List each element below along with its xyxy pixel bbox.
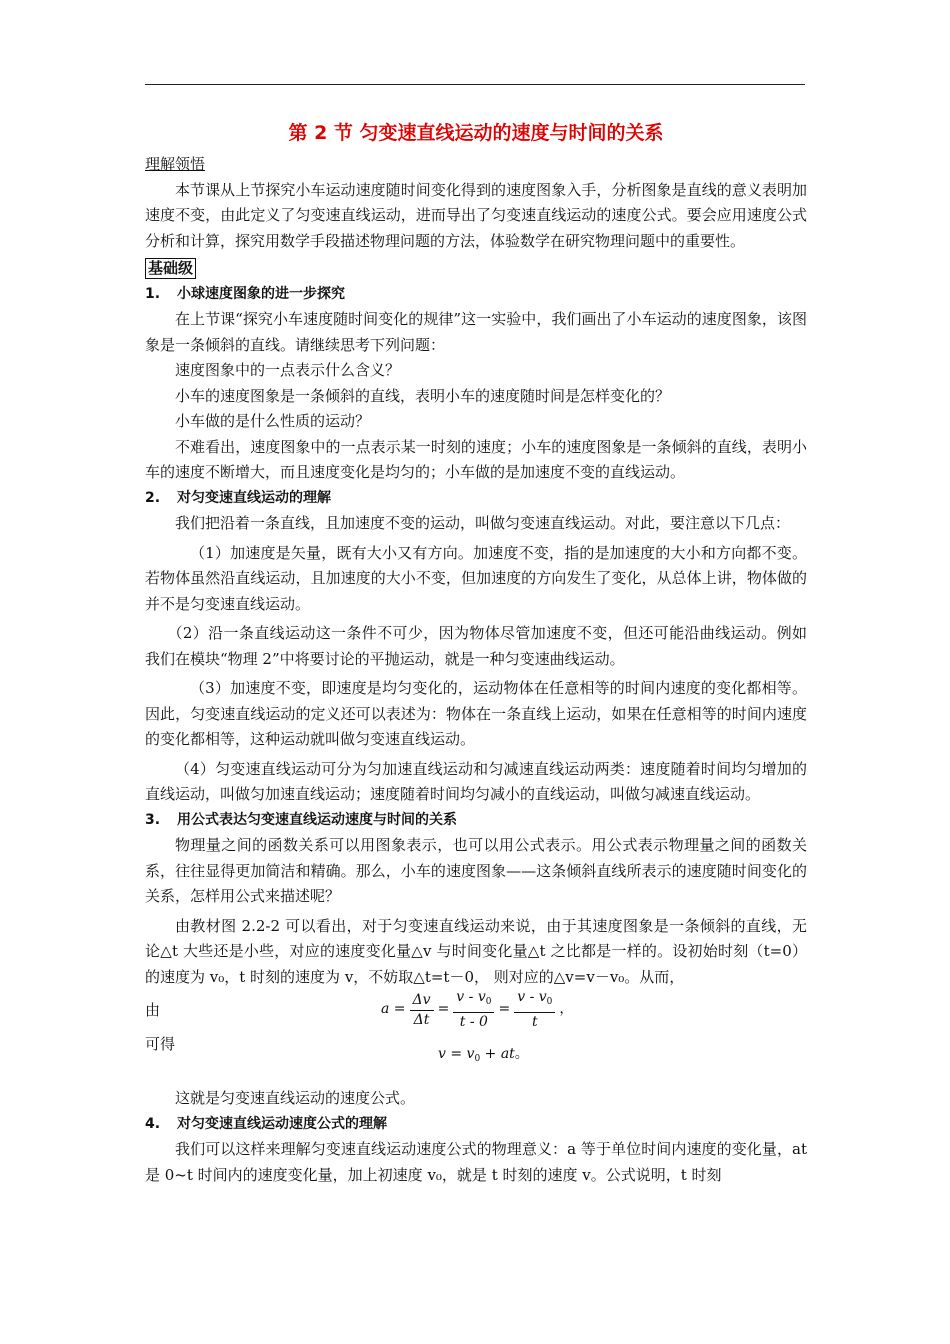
section-title: 对匀变速直线运动速度公式的理解 (177, 1115, 387, 1132)
velocity-equation: $v = v_0$ + at。 (438, 1046, 529, 1064)
section-2-heading (145, 486, 807, 512)
formula-label: 可得 (145, 1035, 176, 1053)
section-3-heading (145, 808, 807, 834)
question: 速度图象中的一点表示什么含义？ (175, 361, 401, 379)
header-rule (145, 84, 805, 85)
section-title: 小球速度图象的进一步探究 (177, 285, 345, 302)
question: 小车的速度图象是一条倾斜的直线，表明小车的速度随时间是怎样变化的？ (175, 386, 671, 405)
section-number: 3. (145, 811, 161, 828)
list-item: （4）匀变速直线运动可分为匀加速直线运动和匀减速直线运动两类：速度随着时间均匀增加的直线运动，叫做匀加速直线运动；速度随着时间均匀减小的直线运动，叫做匀减速直线运动。 (145, 759, 807, 803)
paragraph: 由教材图 2.2-2 可以看出，对于匀变速直线运动来说，由于其速度图象是一条倾斜的直线，无论△t 大些还是小些，对应的速度变化量△v 与时间变化量△t 之比都是一样的。设初始时刻（t=0）的速度为 v₀，t 时刻的速度为 v，不妨取△t=t－0， 则对应的△v=v－v₀。从而， (145, 916, 807, 986)
denominator: t (531, 1014, 538, 1030)
section-title: 用公式表达匀变速直线运动速度与时间的关系 (177, 811, 457, 828)
fraction (453, 988, 494, 1032)
list-item: （1）加速度是矢量，既有大小又有方向。加速度不变，指的是加速度的大小和方向都不变。若物体虽然沿直线运动，且加速度的大小不变，但加速度的方向发生了变化，从总体上讲，物体做的并不是匀变速直线运动。 (145, 543, 807, 613)
paragraph: 在上节课“探究小车速度随时间变化的规律”这一实验中，我们画出了小车运动的速度图象，该图象是一条倾斜的直线。请继续思考下列问题： (145, 310, 807, 354)
document-page (145, 118, 807, 1188)
denominator: Δt (413, 1011, 430, 1028)
section-4-heading (145, 1112, 807, 1138)
page-title: 第 2 节 匀变速直线运动的速度与时间的关系 (288, 122, 664, 144)
formula-label: 由 (145, 1001, 161, 1019)
paragraph: 不难看出，速度图象中的一点表示某一时刻的速度；小车的速度图象是一条倾斜的直线，表明小车的速度不断增大，而且速度变化是均匀的；小车做的是加速度不变的直线运动。 (145, 437, 807, 481)
intro-paragraph: 本节课从上节探究小车运动速度随时间变化得到的速度图象入手，分析图象是直线的意义表明加速度不变，由此定义了匀变速直线运动，进而导出了匀变速直线运动的速度公式。要会应用速度公式分析和计算，探究用数学手段描述物理问题的方法，体验数学在研究物理问题中的重要性。 (145, 180, 807, 250)
question: 小车做的是什么性质的运动？ (175, 412, 371, 430)
level-label: 基础级 (145, 258, 196, 279)
numerator: Δv (410, 991, 434, 1011)
formula-velocity (145, 1036, 807, 1086)
section-number: 1. (145, 285, 161, 302)
fraction (410, 991, 434, 1030)
section-number: 4. (145, 1115, 161, 1132)
formula-acceleration (145, 990, 807, 1036)
paragraph: 这就是匀变速直线运动的速度公式。 (175, 1089, 416, 1107)
acceleration-equation: a = $\frac{\Delta v}{\Delta t}$ = $\frac{v - v_0}{t - 0}$ = $\frac{v - v_0}{t}$ ， (381, 989, 574, 1030)
numerator: v - $v_0$ (453, 988, 494, 1013)
paragraph: 物理量之间的函数关系可以用图象表示，也可以用公式表示。用公式表示物理量之间的函数关系，往往显得更加简洁和精确。那么，小车的速度图象——这条倾斜直线所表示的速度随时间变化的关系，怎样用公式来描述呢？ (145, 836, 807, 905)
list-item: （2）沿一条直线运动这一条件不可少，因为物体尽管加速度不变，但还可能沿曲线运动。例如我们在模块“物理 2”中将要讨论的平抛运动，就是一种匀变速曲线运动。 (145, 624, 807, 668)
list-item: （3）加速度不变，即速度是均匀变化的，运动物体在任意相等的时间内速度的变化都相等。因此，匀变速直线运动的定义还可以表述为：物体在一条直线上运动，如果在任意相等的时间内速度的变化都相等，这种运动就叫做匀变速直线运动。 (145, 679, 807, 748)
section-tag: 理解领悟 (145, 155, 206, 173)
numerator: v - $v_0$ (514, 988, 555, 1013)
eq-lhs: a = (381, 1001, 406, 1018)
paragraph: 我们把沿着一条直线，且加速度不变的运动，叫做匀变速直线运动。对此，要注意以下几点： (175, 514, 791, 532)
fraction (514, 988, 555, 1032)
paragraph: 我们可以这样来理解匀变速直线运动速度公式的物理意义：a 等于单位时间内速度的变化量，at 是 0~t 时间内的速度变化量，加上初速度 v₀，就是 t 时刻的速度 v。公式说明，t 时刻 (145, 1140, 807, 1184)
denominator: t - 0 (459, 1014, 488, 1030)
section-title: 对匀变速直线运动的理解 (177, 489, 331, 506)
comma: ， (559, 1001, 574, 1018)
section-1-heading (145, 282, 807, 308)
section-number: 2. (145, 489, 161, 506)
